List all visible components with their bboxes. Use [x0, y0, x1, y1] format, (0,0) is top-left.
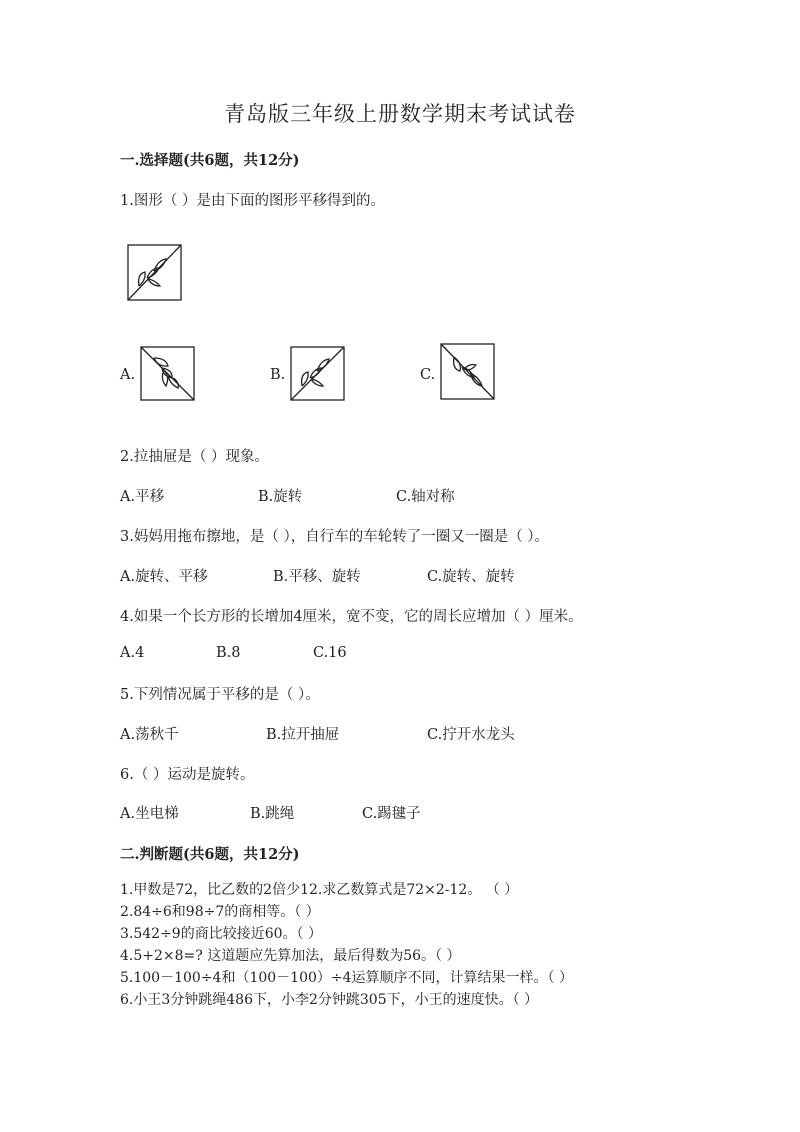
question-3: 3.妈妈用拖布擦地，是（ ），自行车的车轮转了一圈又一圈是（ ）。 — [120, 529, 550, 545]
question-1: 1.图形（ ）是由下面的图形平移得到的。 — [120, 193, 385, 209]
q5-option-b[interactable]: B.拉开抽屉 — [266, 727, 340, 743]
q2-option-a[interactable]: A.平移 — [120, 489, 165, 505]
q3-option-b[interactable]: B.平移、旋转 — [273, 569, 361, 585]
page-title: 青岛版三年级上册数学期末考试试卷 — [224, 102, 576, 126]
question-2: 2.拉抽屉是（ ）现象。 — [120, 449, 269, 465]
judge-item-2: 2.84÷6和98÷7的商相等。（ ） — [120, 904, 320, 920]
judge-item-6: 6.小王3分钟跳绳486下，小李2分钟跳305下，小王的速度快。（ ） — [120, 992, 539, 1008]
q1-option-b-label[interactable]: B. — [270, 367, 286, 383]
q1-option-a-label[interactable]: A. — [120, 367, 136, 383]
section-header-judgement: 二.判断题(共6题，共12分) — [120, 846, 300, 863]
q6-option-a[interactable]: A.坐电梯 — [120, 806, 179, 822]
q5-option-a[interactable]: A.荡秋千 — [120, 727, 179, 743]
q1-option-c-label[interactable]: C. — [420, 367, 436, 383]
q4-option-b[interactable]: B.8 — [216, 645, 241, 661]
q4-option-a[interactable]: A.4 — [120, 645, 145, 661]
q2-option-c[interactable]: C.轴对称 — [396, 489, 455, 505]
question-4: 4.如果一个长方形的长增加4厘米，宽不变，它的周长应增加（ ）厘米。 — [120, 609, 583, 625]
q4-option-c[interactable]: C.16 — [313, 645, 347, 661]
q1-option-a-figure[interactable] — [140, 346, 195, 401]
q6-option-b[interactable]: B.跳绳 — [250, 806, 295, 822]
q3-option-c[interactable]: C.旋转、旋转 — [427, 569, 515, 585]
judge-item-1: 1.甲数是72，比乙数的2倍少12.求乙数算式是72×2-12。 （ ） — [120, 882, 519, 898]
reference-leaf-figure — [127, 244, 182, 301]
q1-option-b-figure[interactable] — [290, 346, 345, 401]
q1-option-c-figure[interactable] — [440, 343, 495, 400]
q5-option-c[interactable]: C.拧开水龙头 — [427, 727, 515, 743]
judge-item-5: 5.100－100÷4和（100－100）÷4运算顺序不同，计算结果一样。（ ） — [120, 970, 573, 986]
q6-option-c[interactable]: C.踢毽子 — [362, 806, 421, 822]
question-5: 5.下列情况属于平移的是（ ）。 — [120, 687, 320, 703]
judge-item-4: 4.5+2×8=? 这道题应先算加法，最后得数为56。（ ） — [120, 948, 461, 964]
q2-option-b[interactable]: B.旋转 — [258, 489, 303, 505]
question-6: 6.（ ）运动是旋转。 — [120, 767, 255, 783]
judge-item-3: 3.542÷9的商比较接近60。（ ） — [120, 926, 322, 942]
section-header-choice: 一.选择题(共6题，共12分) — [120, 152, 300, 169]
q3-option-a[interactable]: A.旋转、平移 — [120, 569, 208, 585]
